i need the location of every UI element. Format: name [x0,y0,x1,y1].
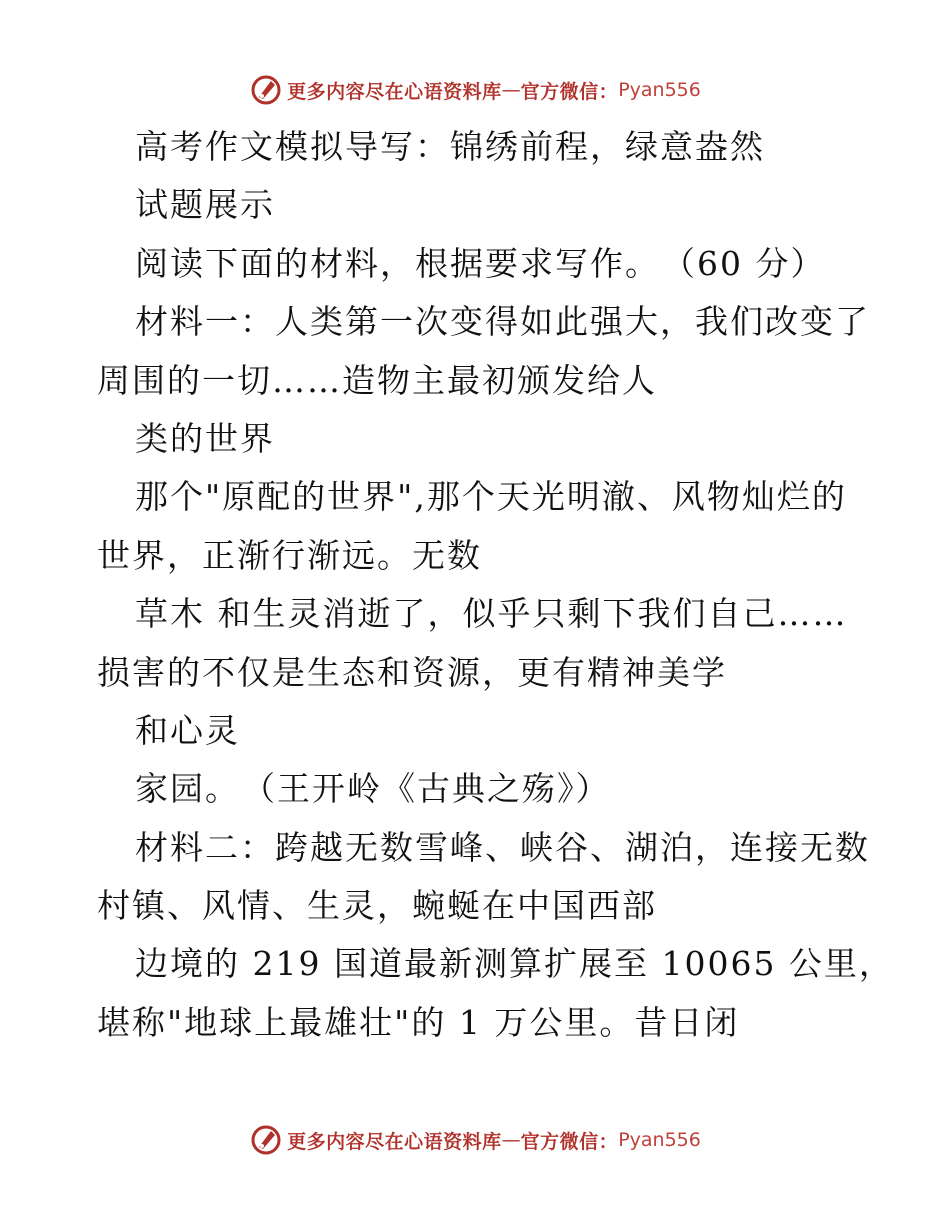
text-line: 草木 和生灵消逝了，似乎只剩下我们自己…… [135,594,848,634]
text-line: 周围的一切……造物主最初颁发给人 [97,360,657,400]
banner-account-label: 官方微信： [520,1130,619,1153]
text-line: 类的世界 [135,418,275,458]
pen-nib-logo-icon [249,73,283,107]
text-line: 边境的 219 国道最新测算扩展至 10065 公里， [135,944,894,984]
banner-account-id: Pyan556 [618,79,701,101]
text-line: 损害的不仅是生态和资源，更有精神美学 [97,652,727,692]
text-line: 世界，正渐行渐远。无数 [97,535,482,575]
text-line: 和心灵 [135,710,240,750]
text-line: 阅读下面的材料，根据要求写作。 （60 分） [135,243,826,283]
banner-account-id: Pyan556 [618,1129,701,1151]
text-line: 试题展示 [135,185,275,225]
text-line: 那个"原配的世界",那个天光明澈、风物灿烂的 [135,477,847,517]
banner-slogan: 更多内容尽在心语资料库 [287,80,502,103]
text-line: 材料一：人类第一次变得如此强大，我们改变了 [135,302,870,342]
banner-slogan: 更多内容尽在心语资料库 [287,1130,502,1153]
banner-separator: — [501,79,521,101]
banner-separator: — [501,1129,521,1151]
pen-nib-logo-icon [249,1123,283,1157]
footer-banner [0,1120,950,1160]
header-banner [0,70,950,110]
banner-account-label: 官方微信： [520,80,619,103]
text-line: 村镇、风情、生灵，蜿蜒在中国西部 [97,886,657,926]
document-body [97,118,894,1052]
text-line: 堪称"地球上最雄壮"的 1 万公里。昔日闭 [97,1002,740,1042]
text-line: 家园。 （王开岭《古典之殇》） [135,769,611,809]
text-line: 高考作文模拟导写：锦绣前程，绿意盎然 [135,127,765,166]
text-line: 材料二：跨越无数雪峰、峡谷、湖泊，连接无数 [135,827,870,867]
